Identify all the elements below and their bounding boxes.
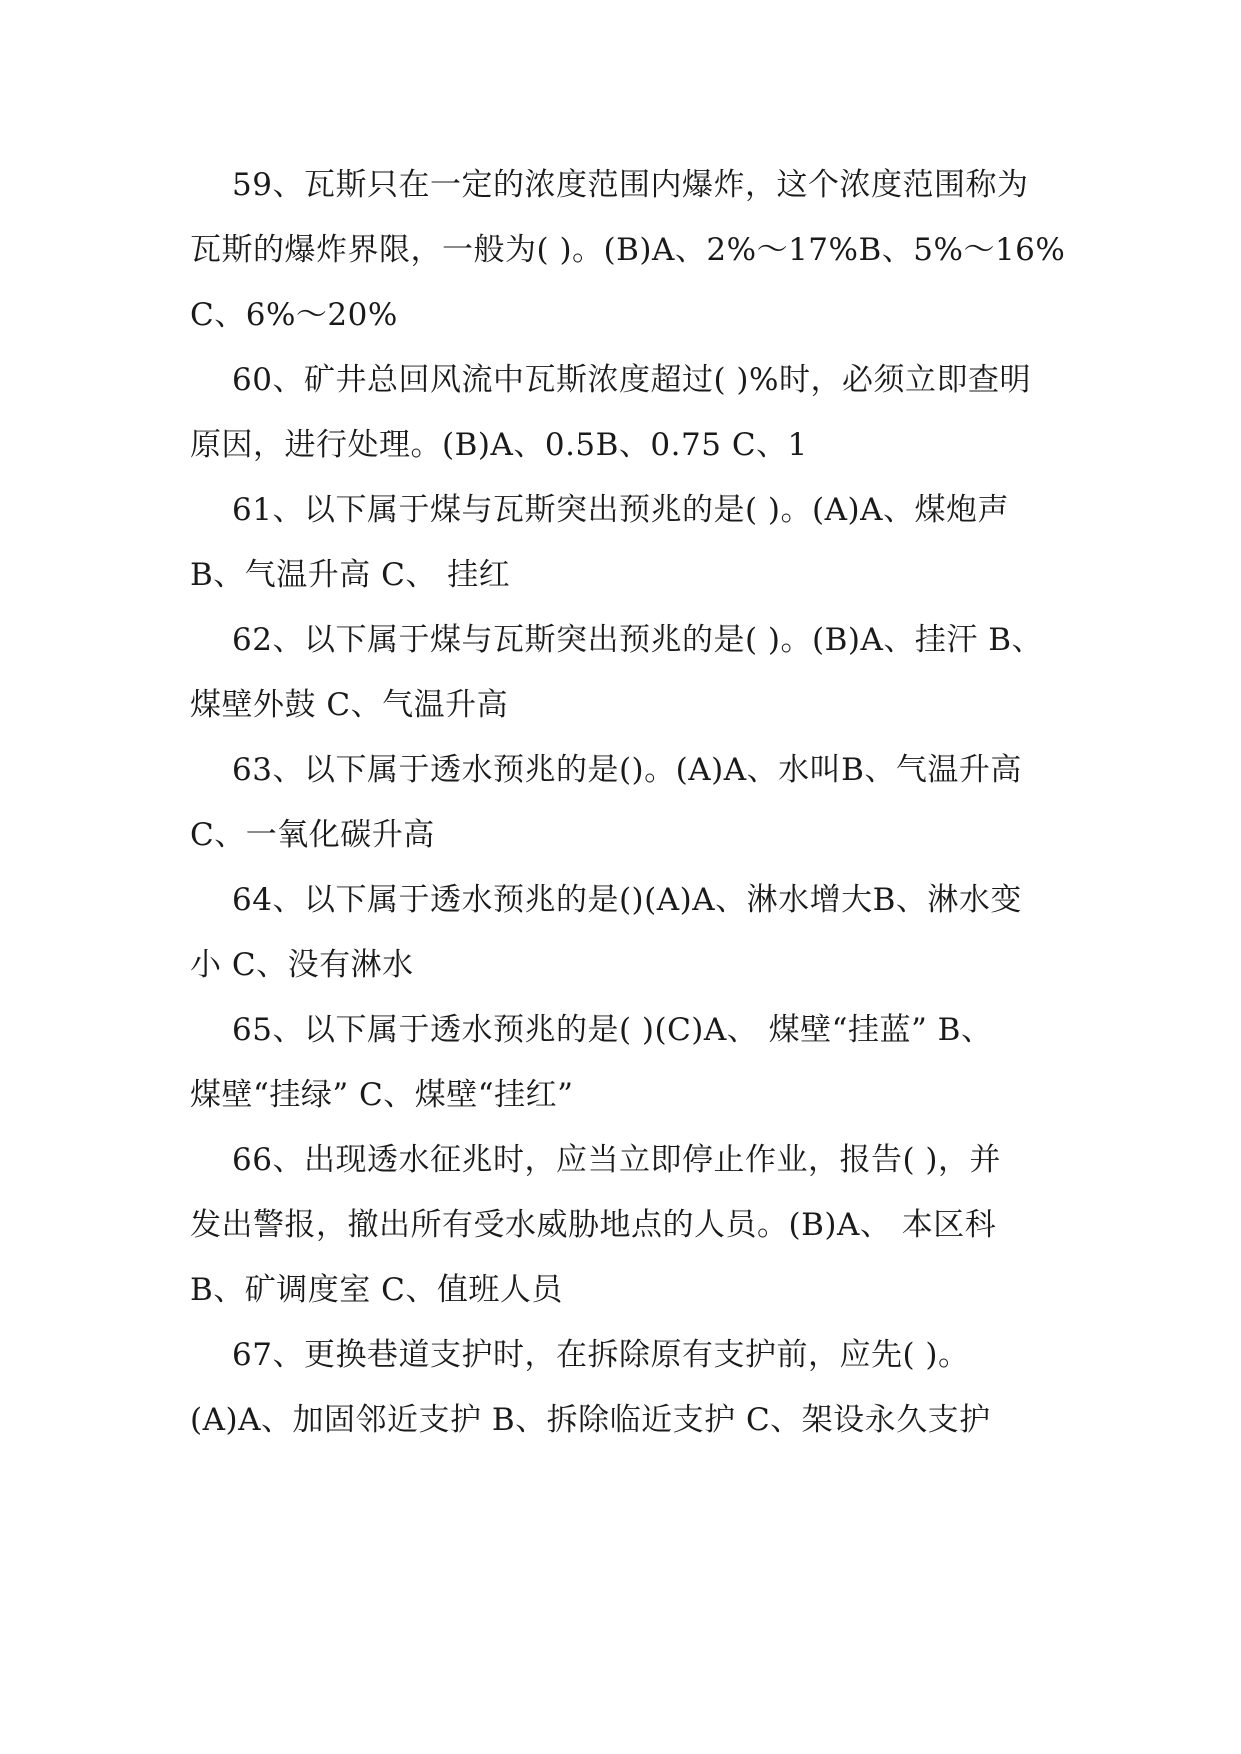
question-65-line-1: 65、以下属于透水预兆的是( )(C)A、 煤壁“挂蓝” B、 [232,1012,993,1048]
question-61-line-1: 61、以下属于煤与瓦斯突出预兆的是( )。(A)A、煤炮声 [232,492,1009,528]
question-63-line-2: C、一氧化碳升高 [190,817,435,853]
question-66-line-1: 66、出现透水征兆时，应当立即停止作业，报告( )，并 [232,1142,1001,1178]
question-66-line-3: B、矿调度室 C、值班人员 [190,1272,563,1308]
question-59-line-1: 59、瓦斯只在一定的浓度范围内爆炸，这个浓度范围称为 [232,167,1029,203]
question-63-line-1: 63、以下属于透水预兆的是()。(A)A、水叫B、气温升高 [232,752,1022,788]
question-60-line-1: 60、矿井总回风流中瓦斯浓度超过( )%时，必须立即查明 [232,362,1031,398]
question-65-line-2: 煤壁“挂绿” C、煤壁“挂红” [190,1077,574,1113]
question-60-line-2: 原因，进行处理。(B)A、0.5B、0.75 C、1 [190,427,808,463]
question-67-line-1: 67、更换巷道支护时，在拆除原有支护前，应先( )。 [232,1337,970,1373]
question-62-line-2: 煤壁外鼓 C、气温升高 [190,687,509,723]
question-62-line-1: 62、以下属于煤与瓦斯突出预兆的是( )。(B)A、挂汗 B、 [232,622,1043,658]
question-61-line-2: B、气温升高 C、 挂红 [190,557,511,593]
question-64-line-1: 64、以下属于透水预兆的是()(A)A、淋水增大B、淋水变 [232,882,1022,918]
question-66-line-2: 发出警报，撤出所有受水威胁地点的人员。(B)A、 本区科 [190,1207,997,1243]
question-59-line-2: 瓦斯的爆炸界限，一般为( )。(B)A、2%～17%B、5%～16% [190,232,1066,268]
question-59-line-3: C、6%～20% [190,297,398,333]
question-67-line-2: (A)A、加固邻近支护 B、拆除临近支护 C、架设永久支护 [190,1402,991,1438]
question-64-line-2: 小 C、没有淋水 [190,947,414,983]
